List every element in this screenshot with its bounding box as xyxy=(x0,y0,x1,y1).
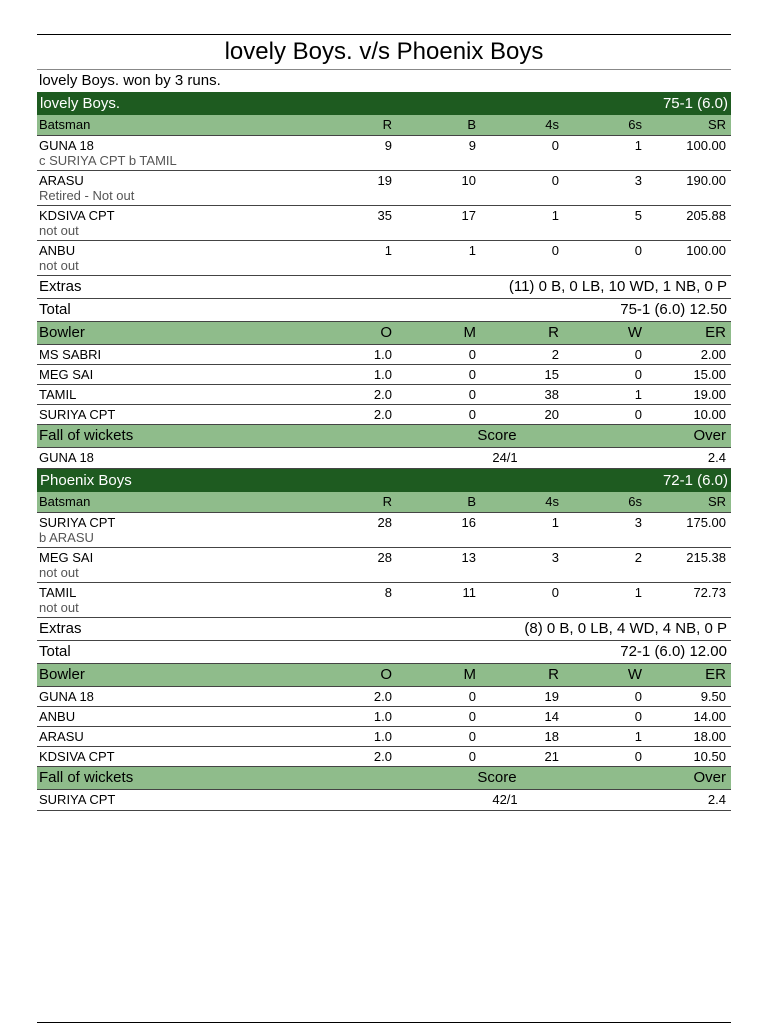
team-name: Phoenix Boys xyxy=(40,472,132,489)
batting-col-sixes: 6s xyxy=(628,494,642,509)
bowling-header xyxy=(37,664,731,687)
bowler-er: 2.00 xyxy=(700,347,726,362)
bowler-er: 14.00 xyxy=(693,709,726,724)
total-label: Total xyxy=(39,301,71,318)
bowler-row xyxy=(37,727,731,747)
batsman-sixes: 0 xyxy=(634,243,642,258)
bowler-r: 20 xyxy=(544,407,559,422)
team-summary: 72-1 (6.0) xyxy=(662,472,728,489)
batsman-sixes: 2 xyxy=(634,550,642,565)
batsman-header: Batsman xyxy=(39,494,91,509)
bowler-m: 0 xyxy=(468,407,476,422)
bowler-w: 0 xyxy=(634,367,642,382)
bowler-o: 1.0 xyxy=(373,729,392,744)
fow-score: 42/1 xyxy=(492,792,518,807)
bowler-o: 2.0 xyxy=(373,407,392,422)
extras-value: (8) 0 B, 0 LB, 4 WD, 4 NB, 0 P xyxy=(524,620,727,637)
bowler-name: ANBU xyxy=(39,709,76,724)
batsman-b: 17 xyxy=(461,208,476,223)
batsman-row xyxy=(37,136,731,171)
bowler-er: 10.50 xyxy=(693,749,726,764)
bowling-col-r: R xyxy=(548,324,559,341)
total-value: 72-1 (6.0) 12.00 xyxy=(620,643,727,660)
bowler-r: 38 xyxy=(544,387,559,402)
bowler-o: 1.0 xyxy=(373,709,392,724)
bowling-col-er: ER xyxy=(705,324,726,341)
match-result: lovely Boys. won by 3 runs. xyxy=(39,72,221,89)
team-summary: 75-1 (6.0) xyxy=(662,95,728,112)
batsman-name: KDSIVA CPT xyxy=(39,208,115,223)
fow-batsman: SURIYA CPT xyxy=(39,792,116,807)
batting-col-sixes: 6s xyxy=(628,117,642,132)
total-row xyxy=(37,641,731,664)
batting-col-sr: SR xyxy=(707,117,726,132)
bowler-w: 0 xyxy=(634,749,642,764)
fow-row xyxy=(37,790,731,811)
batsman-sr: 100.00 xyxy=(686,243,726,258)
fow-score-header: Score xyxy=(477,427,517,444)
fow-header xyxy=(37,425,731,448)
bowler-er: 18.00 xyxy=(693,729,726,744)
batsman-row xyxy=(37,241,731,276)
team-header xyxy=(37,92,731,115)
batsman-fours: 0 xyxy=(551,173,559,188)
bowler-name: TAMIL xyxy=(39,387,77,402)
batsman-r: 9 xyxy=(384,138,392,153)
batting-col-b: B xyxy=(467,117,476,132)
batsman-name: MEG SAI xyxy=(39,550,94,565)
batsman-name: ANBU xyxy=(39,243,76,258)
bowler-r: 19 xyxy=(544,689,559,704)
fow-label: Fall of wickets xyxy=(39,769,134,786)
bowler-row xyxy=(37,365,731,385)
fow-header xyxy=(37,767,731,790)
fow-batsman: GUNA 18 xyxy=(39,450,94,465)
batsman-r: 35 xyxy=(377,208,392,223)
bowling-col-m: M xyxy=(463,324,476,341)
bowler-r: 18 xyxy=(544,729,559,744)
batsman-name: ARASU xyxy=(39,173,84,188)
fow-score-header: Score xyxy=(477,769,517,786)
bowling-header xyxy=(37,322,731,345)
bowler-r: 15 xyxy=(544,367,559,382)
bowler-m: 0 xyxy=(468,387,476,402)
batting-col-r: R xyxy=(382,117,392,132)
batsman-r: 8 xyxy=(384,585,392,600)
batsman-b: 11 xyxy=(462,585,476,600)
bowling-col-o: O xyxy=(380,324,392,341)
bowler-er: 10.00 xyxy=(693,407,726,422)
batsman-b: 1 xyxy=(468,243,476,258)
bowler-o: 2.0 xyxy=(373,749,392,764)
bowling-col-m: M xyxy=(463,666,476,683)
bowler-name: GUNA 18 xyxy=(39,689,94,704)
extras-row xyxy=(37,618,731,641)
bowler-w: 1 xyxy=(634,729,642,744)
bowler-r: 14 xyxy=(544,709,559,724)
total-value: 75-1 (6.0) 12.50 xyxy=(620,301,727,318)
dismissal: not out xyxy=(39,565,79,580)
fow-over-header: Over xyxy=(693,769,726,786)
dismissal: b ARASU xyxy=(39,530,94,545)
bowling-col-er: ER xyxy=(705,666,726,683)
batsman-sixes: 3 xyxy=(634,173,642,188)
bowler-name: SURIYA CPT xyxy=(39,407,116,422)
batsman-r: 28 xyxy=(377,550,392,565)
batsman-b: 13 xyxy=(461,550,476,565)
bowler-w: 0 xyxy=(634,347,642,362)
batsman-b: 9 xyxy=(468,138,476,153)
batsman-b: 10 xyxy=(461,173,476,188)
batsman-fours: 0 xyxy=(551,585,559,600)
bowler-w: 0 xyxy=(634,689,642,704)
bowler-er: 9.50 xyxy=(700,689,726,704)
bowler-w: 0 xyxy=(634,407,642,422)
dismissal: not out xyxy=(39,258,79,273)
batting-header xyxy=(37,115,731,136)
fow-over-header: Over xyxy=(693,427,726,444)
batsman-r: 19 xyxy=(377,173,392,188)
batting-col-fours: 4s xyxy=(545,494,559,509)
scorecard xyxy=(37,34,731,811)
bowler-w: 0 xyxy=(634,709,642,724)
batsman-fours: 3 xyxy=(551,550,559,565)
batsman-name: TAMIL xyxy=(39,585,77,600)
batsman-fours: 0 xyxy=(551,243,559,258)
batsman-name: SURIYA CPT xyxy=(39,515,116,530)
batsman-name: GUNA 18 xyxy=(39,138,94,153)
bowling-col-w: W xyxy=(627,666,642,683)
bowler-er: 19.00 xyxy=(693,387,726,402)
fow-row xyxy=(37,448,731,469)
batsman-r: 1 xyxy=(384,243,392,258)
bowler-o: 2.0 xyxy=(373,689,392,704)
bowler-w: 1 xyxy=(634,387,642,402)
team-header xyxy=(37,469,731,492)
bowler-row xyxy=(37,687,731,707)
team-name: lovely Boys. xyxy=(40,95,121,112)
bowler-name: KDSIVA CPT xyxy=(39,749,115,764)
batsman-row xyxy=(37,583,731,618)
bowler-header: Bowler xyxy=(39,666,85,683)
fow-label: Fall of wickets xyxy=(39,427,134,444)
dismissal: c SURIYA CPT b TAMIL xyxy=(39,153,177,168)
extras-row xyxy=(37,276,731,299)
batsman-sr: 205.88 xyxy=(686,208,726,223)
dismissal: not out xyxy=(39,600,79,615)
bowler-row xyxy=(37,345,731,365)
batsman-sixes: 1 xyxy=(634,138,642,153)
bowler-name: MEG SAI xyxy=(39,367,94,382)
bowler-m: 0 xyxy=(468,729,476,744)
bowler-row xyxy=(37,385,731,405)
fow-over: 2.4 xyxy=(707,792,726,807)
dismissal: Retired - Not out xyxy=(39,188,135,203)
bowler-r: 21 xyxy=(544,749,559,764)
bowler-row xyxy=(37,405,731,425)
batsman-sr: 72.73 xyxy=(693,585,726,600)
bowling-col-o: O xyxy=(380,666,392,683)
batsman-fours: 1 xyxy=(551,515,559,530)
match-title: lovely Boys. v/s Phoenix Boys xyxy=(37,35,731,70)
total-label: Total xyxy=(39,643,71,660)
batsman-row xyxy=(37,548,731,583)
batsman-b: 16 xyxy=(461,515,476,530)
batsman-sixes: 3 xyxy=(634,515,642,530)
bowler-name: ARASU xyxy=(39,729,84,744)
extras-label: Extras xyxy=(39,278,82,295)
batsman-sr: 100.00 xyxy=(686,138,726,153)
bowler-row xyxy=(37,707,731,727)
bowler-er: 15.00 xyxy=(693,367,726,382)
batsman-row xyxy=(37,171,731,206)
batsman-sr: 215.38 xyxy=(686,550,726,565)
batsman-sr: 175.00 xyxy=(686,515,726,530)
batsman-sixes: 1 xyxy=(634,585,642,600)
bowling-col-r: R xyxy=(548,666,559,683)
bowler-name: MS SABRI xyxy=(39,347,102,362)
batsman-row xyxy=(37,513,731,548)
batting-col-fours: 4s xyxy=(545,117,559,132)
bowler-o: 1.0 xyxy=(373,347,392,362)
bowler-m: 0 xyxy=(468,689,476,704)
batsman-fours: 0 xyxy=(551,138,559,153)
batsman-sixes: 5 xyxy=(634,208,642,223)
batsman-row xyxy=(37,206,731,241)
batsman-header: Batsman xyxy=(39,117,91,132)
fow-over: 2.4 xyxy=(707,450,726,465)
total-row xyxy=(37,299,731,322)
extras-label: Extras xyxy=(39,620,82,637)
bowler-m: 0 xyxy=(468,347,476,362)
batting-header xyxy=(37,492,731,513)
bowler-row xyxy=(37,747,731,767)
batsman-sr: 190.00 xyxy=(686,173,726,188)
extras-value: (11) 0 B, 0 LB, 10 WD, 1 NB, 0 P xyxy=(508,278,727,295)
bowler-m: 0 xyxy=(468,749,476,764)
batting-col-sr: SR xyxy=(707,494,726,509)
dismissal: not out xyxy=(39,223,79,238)
bottom-rule xyxy=(37,1022,731,1023)
fow-score: 24/1 xyxy=(492,450,518,465)
bowler-o: 1.0 xyxy=(373,367,392,382)
bowler-o: 2.0 xyxy=(373,387,392,402)
batsman-fours: 1 xyxy=(551,208,559,223)
bowler-r: 2 xyxy=(551,347,559,362)
batting-col-b: B xyxy=(467,494,476,509)
bowler-header: Bowler xyxy=(39,324,85,341)
innings-container xyxy=(37,92,731,811)
bowling-col-w: W xyxy=(627,324,642,341)
bowler-m: 0 xyxy=(468,709,476,724)
batting-col-r: R xyxy=(382,494,392,509)
batsman-r: 28 xyxy=(377,515,392,530)
bowler-m: 0 xyxy=(468,367,476,382)
